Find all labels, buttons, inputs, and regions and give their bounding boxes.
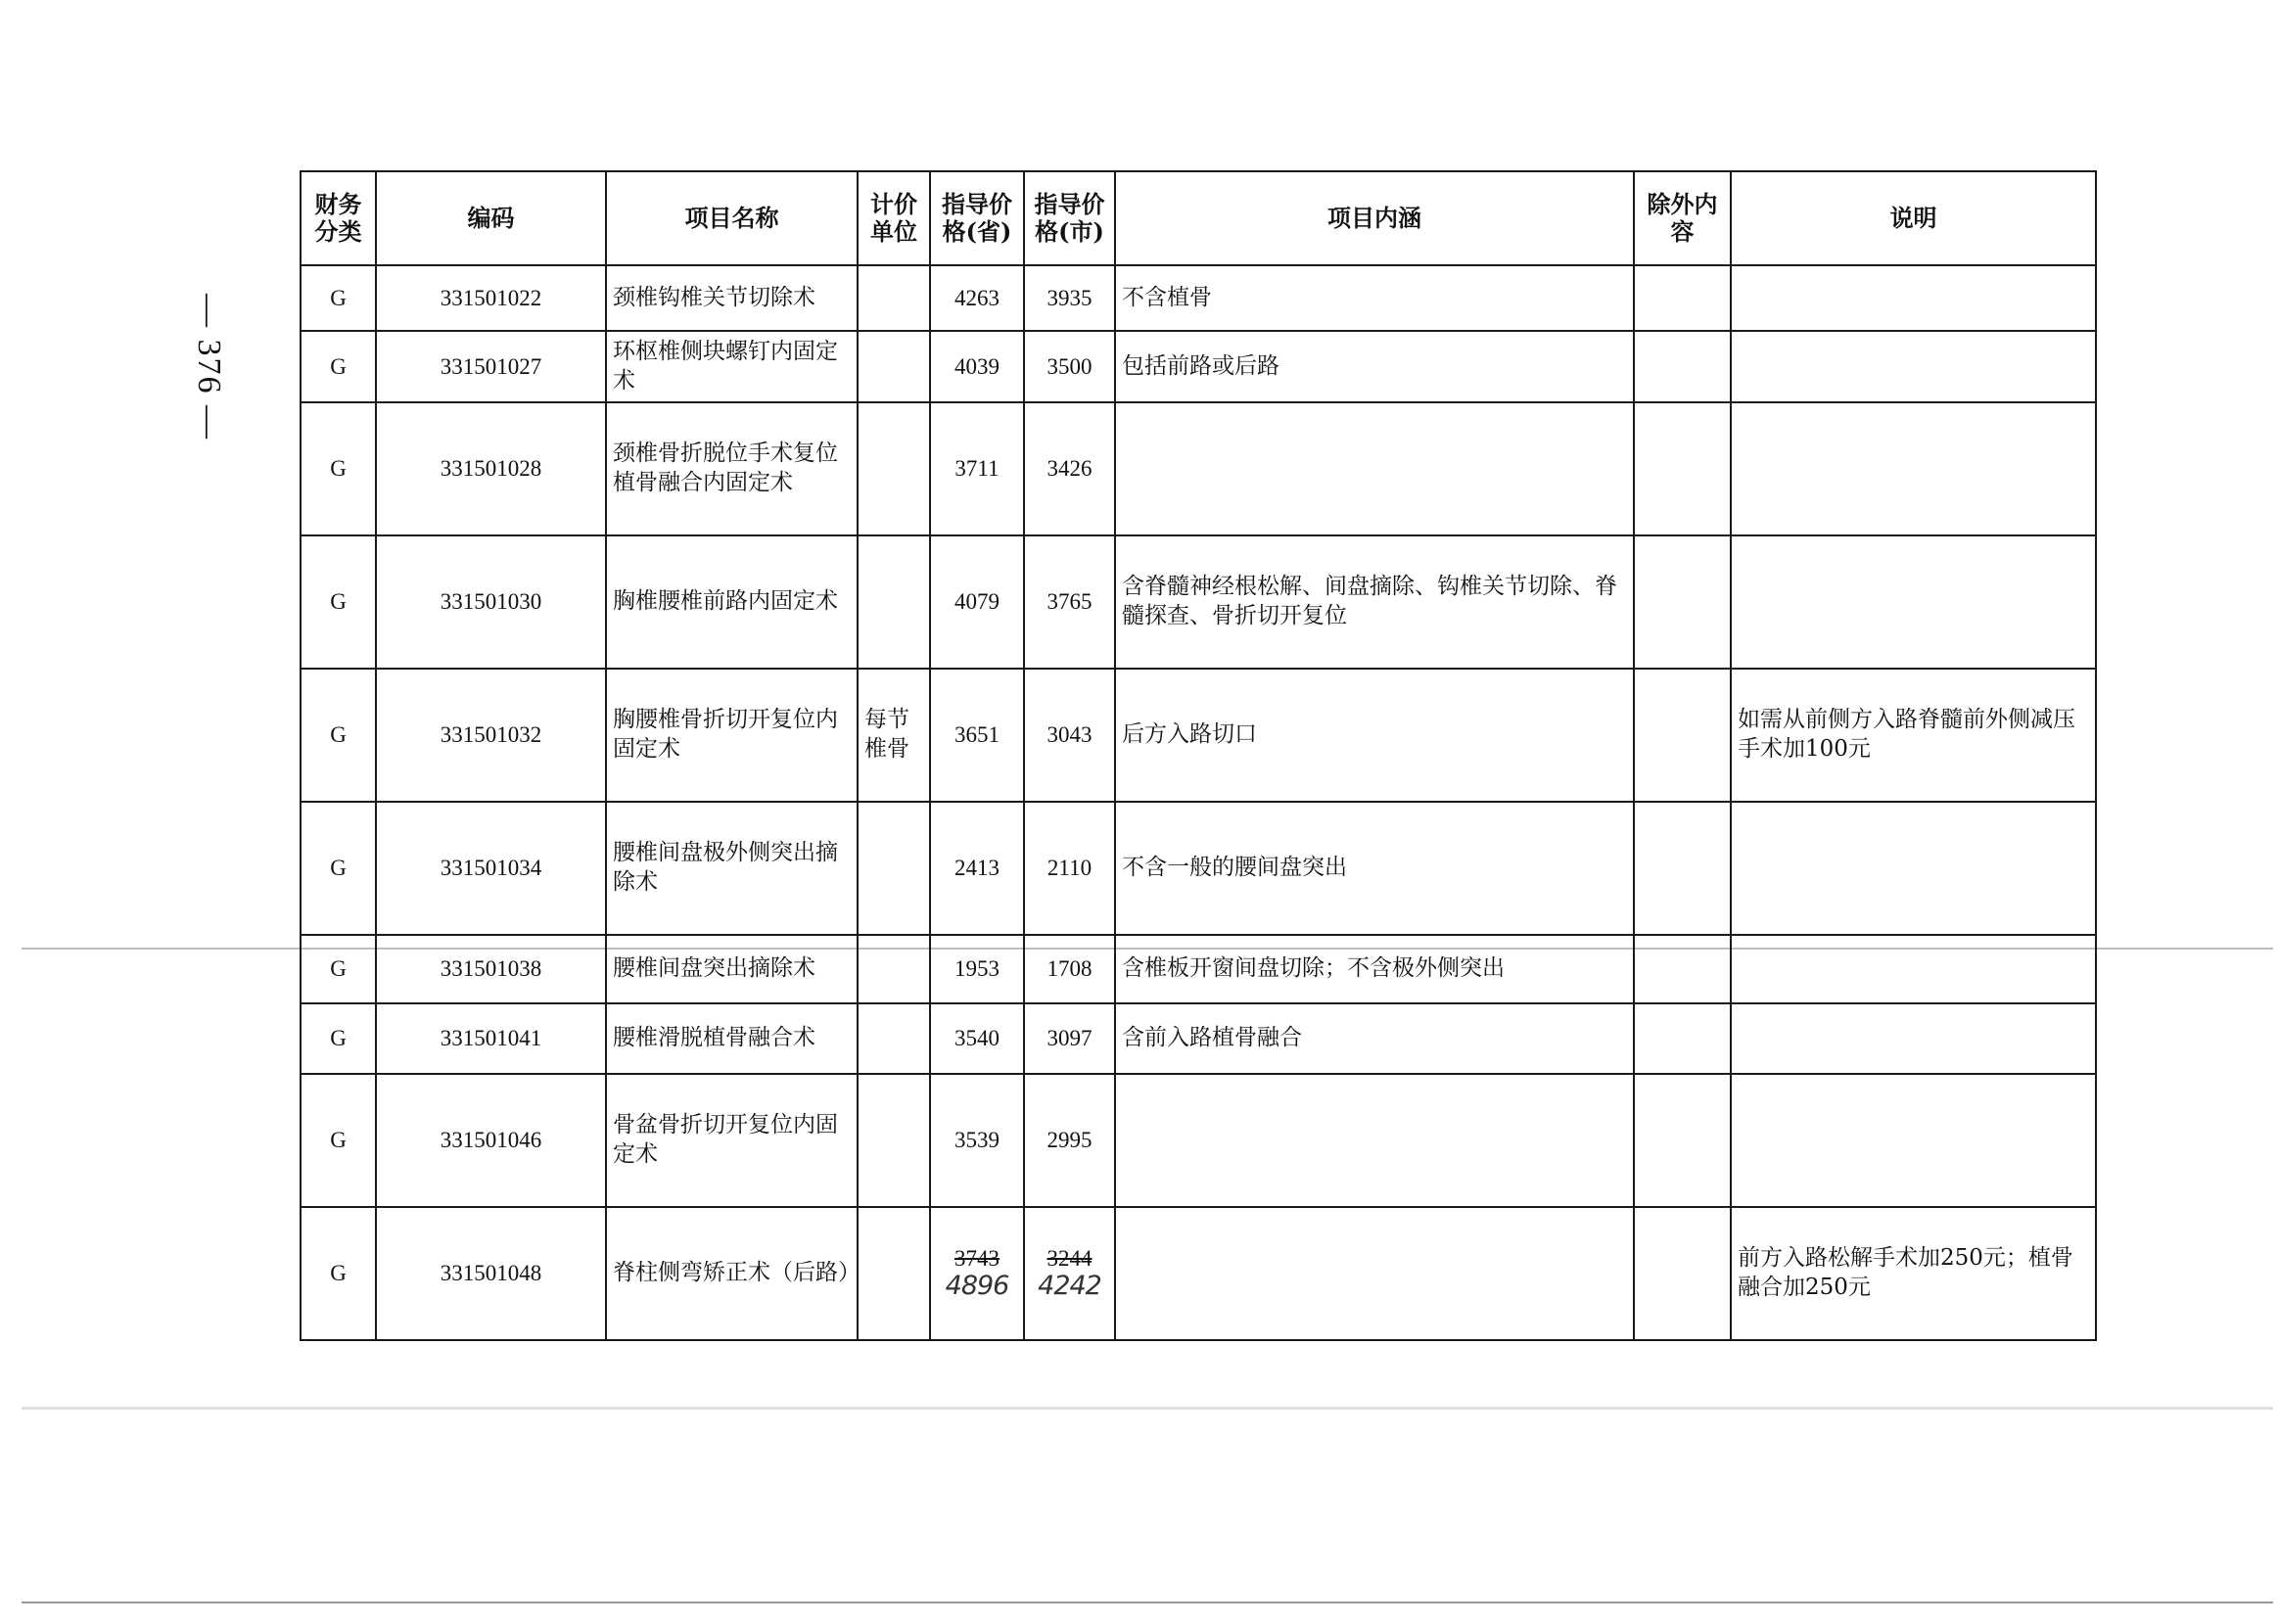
cell-code: 331501028: [376, 402, 606, 535]
cell-excluded: [1634, 669, 1731, 802]
scan-artifact-line: [22, 1407, 2273, 1410]
cell-unit: [858, 402, 930, 535]
cell-unit: 每节椎骨: [858, 669, 930, 802]
table-row: [301, 1003, 2096, 1074]
cell-category: G: [301, 265, 376, 331]
cell-name: 骨盆骨折切开复位内固定术: [606, 1074, 858, 1207]
header-name: 项目名称: [606, 171, 858, 265]
cell-code: 331501048: [376, 1207, 606, 1340]
cell-price-province: 4039: [930, 331, 1024, 402]
cell-price-city: 3765: [1024, 535, 1115, 669]
cell-category: G: [301, 669, 376, 802]
table-row: [301, 802, 2096, 935]
table-row: [301, 1207, 2096, 1340]
cell-unit: [858, 1074, 930, 1207]
cell-price-city: 3426: [1024, 402, 1115, 535]
table-row: [301, 402, 2096, 535]
cell-price-city: 3500: [1024, 331, 1115, 402]
cell-price-city: 2110: [1024, 802, 1115, 935]
cell-code: 331501034: [376, 802, 606, 935]
cell-category: G: [301, 935, 376, 1003]
header-price-city: 指导价格(市): [1024, 171, 1115, 265]
cell-price-province: 4079: [930, 535, 1024, 669]
cell-name: 腰椎间盘极外侧突出摘除术: [606, 802, 858, 935]
cell-price-city: 3935: [1024, 265, 1115, 331]
cell-unit: [858, 935, 930, 1003]
table-row: [301, 331, 2096, 402]
cell-category: G: [301, 1003, 376, 1074]
cell-price-city: 1708: [1024, 935, 1115, 1003]
header-note: 说明: [1731, 171, 2096, 265]
cell-content: 含前入路植骨融合: [1115, 1003, 1634, 1074]
cell-content: 后方入路切口: [1115, 669, 1634, 802]
cell-content: [1115, 402, 1634, 535]
cell-excluded: [1634, 1207, 1731, 1340]
cell-note: [1731, 935, 2096, 1003]
cell-content: 不含一般的腰间盘突出: [1115, 802, 1634, 935]
cell-excluded: [1634, 402, 1731, 535]
cell-code: 331501022: [376, 265, 606, 331]
cell-name: 腰椎间盘突出摘除术: [606, 935, 858, 1003]
cell-price-city: [1024, 1207, 1115, 1340]
cell-unit: [858, 1207, 930, 1340]
cell-category: G: [301, 402, 376, 535]
table-row: [301, 935, 2096, 1003]
handwritten-price: 4242: [1038, 1271, 1101, 1302]
cell-name: 环枢椎侧块螺钉内固定术: [606, 331, 858, 402]
cell-excluded: [1634, 1074, 1731, 1207]
header-unit: 计价单位: [858, 171, 930, 265]
cell-note: [1731, 535, 2096, 669]
header-code: 编码: [376, 171, 606, 265]
cell-content: 含椎板开窗间盘切除；不含极外侧突出: [1115, 935, 1634, 1003]
cell-code: 331501032: [376, 669, 606, 802]
cell-content: [1115, 1074, 1634, 1207]
struck-price: 3743: [954, 1245, 1000, 1271]
cell-category: G: [301, 331, 376, 402]
table-row: [301, 669, 2096, 802]
handwritten-price: 4896: [945, 1271, 1009, 1302]
cell-note: [1731, 331, 2096, 402]
cell-unit: [858, 802, 930, 935]
cell-category: G: [301, 802, 376, 935]
cell-price-province: 3711: [930, 402, 1024, 535]
cell-name: 胸腰椎骨折切开复位内固定术: [606, 669, 858, 802]
cell-price-province: 3540: [930, 1003, 1024, 1074]
cell-code: 331501046: [376, 1074, 606, 1207]
page-number: — 376 —: [191, 294, 227, 441]
cell-category: G: [301, 535, 376, 669]
cell-content: 含脊髓神经根松解、间盘摘除、钩椎关节切除、脊髓探查、骨折切开复位: [1115, 535, 1634, 669]
cell-content: [1115, 1207, 1634, 1340]
cell-excluded: [1634, 265, 1731, 331]
cell-note: [1731, 1003, 2096, 1074]
cell-excluded: [1634, 1003, 1731, 1074]
cell-name: 腰椎滑脱植骨融合术: [606, 1003, 858, 1074]
cell-note: 前方入路松解手术加250元；植骨融合加250元: [1731, 1207, 2096, 1340]
cell-content: 不含植骨: [1115, 265, 1634, 331]
cell-name: 颈椎钩椎关节切除术: [606, 265, 858, 331]
cell-price-province: 4263: [930, 265, 1024, 331]
cell-name: 脊柱侧弯矫正术（后路）: [606, 1207, 858, 1340]
cell-excluded: [1634, 535, 1731, 669]
cell-code: 331501038: [376, 935, 606, 1003]
cell-excluded: [1634, 331, 1731, 402]
header-content: 项目内涵: [1115, 171, 1634, 265]
cell-category: G: [301, 1074, 376, 1207]
header-category: 财务分类: [301, 171, 376, 265]
struck-price: 3244: [1046, 1245, 1093, 1271]
cell-note: 如需从前侧方入路脊髓前外侧减压手术加100元: [1731, 669, 2096, 802]
table-row: [301, 535, 2096, 669]
cell-unit: [858, 265, 930, 331]
table-header-row: [301, 171, 2096, 265]
cell-note: [1731, 265, 2096, 331]
cell-price-province: 2413: [930, 802, 1024, 935]
cell-price-city: 3097: [1024, 1003, 1115, 1074]
cell-content: 包括前路或后路: [1115, 331, 1634, 402]
cell-price-city: 3043: [1024, 669, 1115, 802]
cell-category: G: [301, 1207, 376, 1340]
cell-unit: [858, 1003, 930, 1074]
cell-code: 331501030: [376, 535, 606, 669]
cell-note: [1731, 1074, 2096, 1207]
cell-price-province: 3539: [930, 1074, 1024, 1207]
header-excluded: 除外内容: [1634, 171, 1731, 265]
cell-excluded: [1634, 935, 1731, 1003]
cell-unit: [858, 535, 930, 669]
cell-price-city: 2995: [1024, 1074, 1115, 1207]
cell-name: 颈椎骨折脱位手术复位植骨融合内固定术: [606, 402, 858, 535]
cell-note: [1731, 802, 2096, 935]
cell-code: 331501027: [376, 331, 606, 402]
cell-excluded: [1634, 802, 1731, 935]
cell-name: 胸椎腰椎前路内固定术: [606, 535, 858, 669]
header-price-province: 指导价格(省): [930, 171, 1024, 265]
cell-price-province: 3651: [930, 669, 1024, 802]
cell-note: [1731, 402, 2096, 535]
price-table: [300, 170, 2097, 1341]
cell-price-province: 1953: [930, 935, 1024, 1003]
table-row: [301, 1074, 2096, 1207]
cell-price-province: [930, 1207, 1024, 1340]
cell-unit: [858, 331, 930, 402]
scan-artifact-line: [22, 1601, 2273, 1603]
table-row: [301, 265, 2096, 331]
cell-code: 331501041: [376, 1003, 606, 1074]
